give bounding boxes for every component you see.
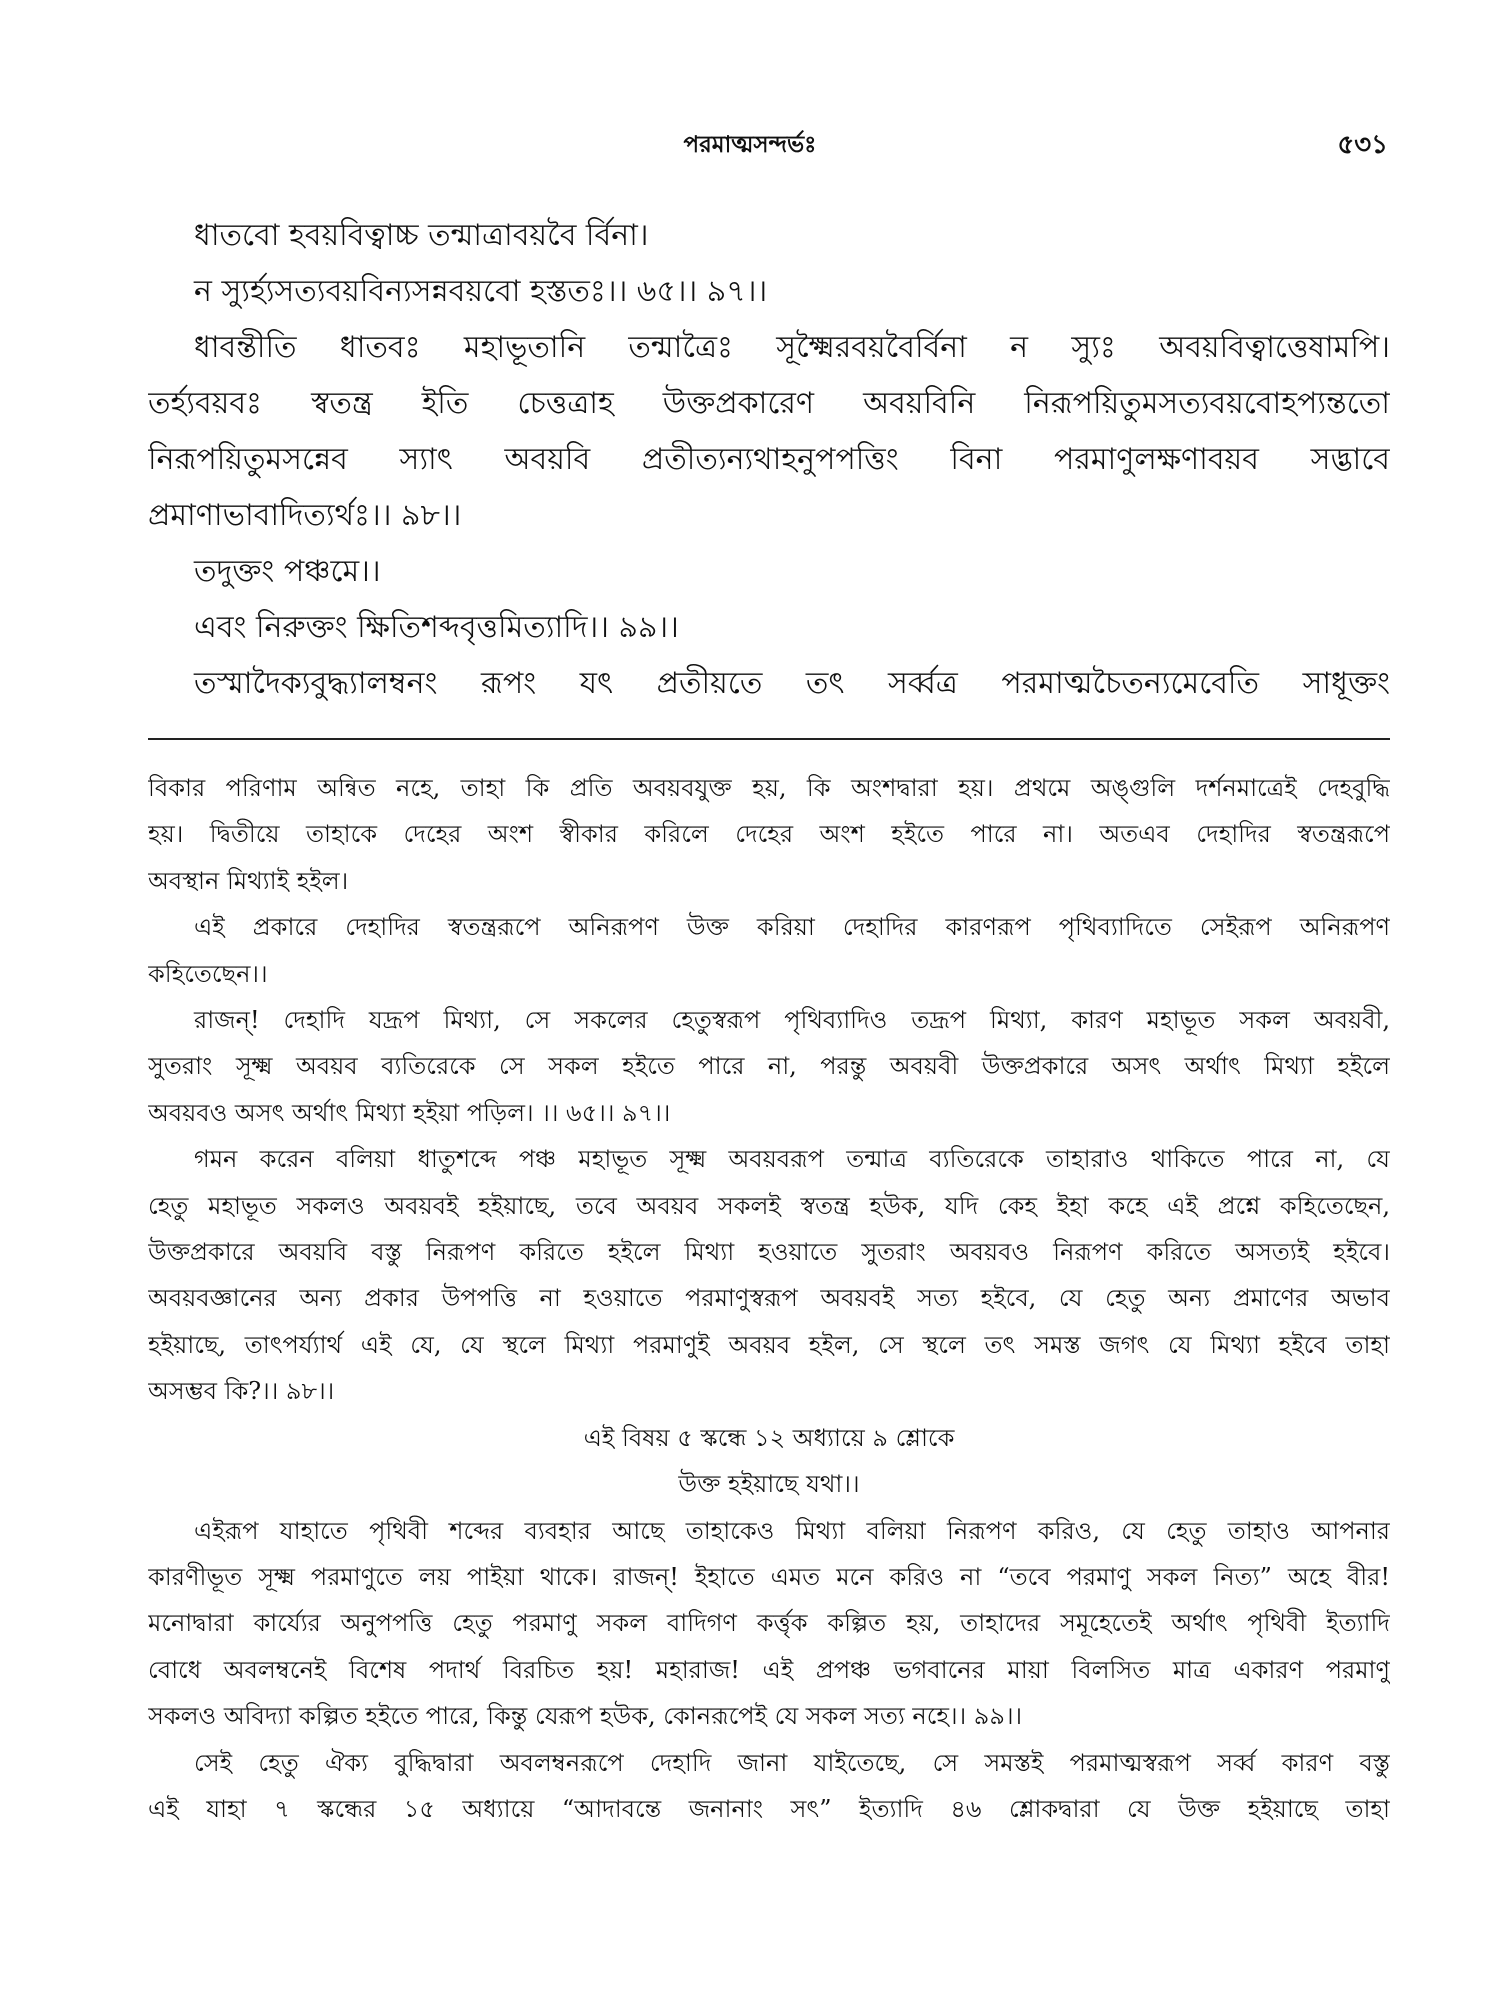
verse-line: প্রমাণাভাবাদিত্যর্থঃ।। ৯৮।। xyxy=(148,498,462,533)
verse-line: এবং নিরুক্তং ক্ষিতিশব্দবৃত্তমিত্যাদি।। ৯৯।। xyxy=(194,610,679,645)
running-header xyxy=(0,125,1500,165)
verse-line: ধাবন্তীতি ধাতবঃ মহাভূতানি তন্মাত্রৈঃ সূক্ষ্মৈরবয়বৈর্বিনা ন স্যুঃ অবয়বিত্বাত্তেষামপি। xyxy=(194,330,1390,365)
commentary-line: রাজন্! দেহাদি যদ্রূপ মিথ্যা, সে সকলের হেতুস্বরূপ পৃথিব্যাদিও তদ্রূপ মিথ্যা, কারণ মহাভূত সকল অবয়বী, xyxy=(194,1006,1390,1035)
commentary-line: অবস্থান মিথ্যাই হইল। xyxy=(148,866,349,895)
running-title: পরমাত্মসন্দর্ভঃ xyxy=(683,132,817,158)
sanskrit-verse-block xyxy=(148,208,1390,712)
section-divider xyxy=(148,738,1390,740)
commentary-line: হয়। দ্বিতীয়ে তাহাকে দেহের অংশ স্বীকার করিলে দেহের অংশ হইতে পারে না। অতএব দেহাদির স্বতন্ত্ররূপে xyxy=(148,820,1390,849)
centered-caption-line: এই বিষয় ৫ স্কন্ধে ১২ অধ্যায়ে ৯ শ্লোকে xyxy=(583,1423,955,1452)
commentary-line: অবয়বও অসৎ অর্থাৎ মিথ্যা হইয়া পড়িল। ।। ৬৫।। ৯৭।। xyxy=(148,1098,671,1127)
commentary-line: সকলও অবিদ্যা কল্পিত হইতে পারে, কিন্তু যেরূপ হউক, কোনরূপেই যে সকল সত্য নহে।। ৯৯।। xyxy=(148,1702,1023,1731)
commentary-line: হেতু মহাভূত সকলও অবয়বই হইয়াছে, তবে অবয়ব সকলই স্বতন্ত্র হউক, যদি কেহ ইহা কহে এই প্রশ্নে কহিতেছেন, xyxy=(148,1191,1390,1220)
commentary-line: অসম্ভব কি?।। ৯৮।। xyxy=(148,1377,335,1406)
commentary-line: এইরূপ যাহাতে পৃথিবী শব্দের ব্যবহার আছে তাহাকেও মিথ্যা বলিয়া নিরূপণ করিও, যে হেতু তাহাও আপনার xyxy=(194,1516,1390,1545)
commentary-line: এই যাহা ৭ স্কন্ধের ১৫ অধ্যায়ে “আদাবন্তে জনানাং সৎ” ইত্যাদি ৪৬ শ্লোকদ্বারা যে উক্ত হইয়াছে তাহা xyxy=(148,1794,1390,1823)
bengali-commentary-block xyxy=(148,765,1390,1832)
commentary-line: সুতরাং সূক্ষ্ম অবয়ব ব্যতিরেকে সে সকল হইতে পারে না, পরন্তু অবয়বী উক্তপ্রকারে অসৎ অর্থাৎ মিথ্যা হইলে xyxy=(148,1052,1390,1081)
verse-line: তস্মাদৈক্যবুদ্ধ্যালম্বনং রূপং যৎ প্রতীয়তে তৎ সর্ব্বত্র পরমাত্মচৈতন্যমেবেতি সাধূক্তং xyxy=(194,666,1390,701)
verse-line: ধাতবো হবয়বিত্বাচ্চ তন্মাত্রাবয়বৈ র্বিনা। xyxy=(194,218,649,253)
verse-line: ন স্যুর্হ্যসত্যবয়বিন্যসন্নবয়বো হস্ততঃ।। ৬৫।। ৯৭।। xyxy=(194,274,768,309)
commentary-line: মনোদ্বারা কার্য্যের অনুপপত্তি হেতু পরমাণু সকল বাদিগণ কর্ত্তৃক কল্পিত হয়, তাহাদের সমূহেতেই অর্থাৎ পৃথিবী ইত্যাদি xyxy=(148,1609,1390,1638)
verse-line: নিরূপয়িতুমসন্নেব স্যাৎ অবয়বি প্রতীত্যন্যথাহনুপপত্তিং বিনা পরমাণুলক্ষণাবয়ব সদ্ভাবে xyxy=(148,442,1390,477)
commentary-line: এই প্রকারে দেহাদির স্বতন্ত্ররূপে অনিরূপণ উক্ত করিয়া দেহাদির কারণরূপ পৃথিব্যাদিতে সেইরূপ অনিরূপণ xyxy=(194,913,1390,942)
verse-line: তর্হ্যবয়বঃ স্বতন্ত্র ইতি চেত্তত্রাহ উক্তপ্রকারেণ অবয়বিনি নিরূপয়িতুমসত্যবয়বোহপ্যন্ততো xyxy=(148,386,1390,421)
centered-caption-line: উক্ত হইয়াছে যথা।। xyxy=(678,1470,860,1499)
commentary-line: গমন করেন বলিয়া ধাতুশব্দে পঞ্চ মহাভূত সূক্ষ্ম অবয়বরূপ তন্মাত্র ব্যতিরেকে তাহারাও থাকিতে পারে না, যে xyxy=(194,1145,1390,1174)
commentary-line: সেই হেতু ঐক্য বুদ্ধিদ্বারা অবলম্বনরূপে দেহাদি জানা যাইতেছে, সে সমস্তই পরমাত্মস্বরূপ সর্ব্ব কারণ বস্তু xyxy=(194,1748,1390,1777)
page-number: ৫৩১ xyxy=(1337,130,1388,160)
commentary-line: অবয়বজ্ঞানের অন্য প্রকার উপপত্তি না হওয়াতে পরমাণুস্বরূপ অবয়বই সত্য হইবে, যে হেতু অন্য প্রমাণের অভাব xyxy=(148,1284,1390,1313)
commentary-line: বিকার পরিণাম অন্বিত নহে, তাহা কি প্রতি অবয়বযুক্ত হয়, কি অংশদ্বারা হয়। প্রথমে অঙ্গুলি দর্শনমাত্রেই দেহবুদ্ধি xyxy=(148,774,1390,802)
commentary-line: কারণীভূত সূক্ষ্ম পরমাণুতে লয় পাইয়া থাকে। রাজন্! ইহাতে এমত মনে করিও না “তবে পরমাণু সকল নিত্য” অহে বীর! xyxy=(148,1562,1390,1591)
verse-line: তদুক্তং পঞ্চমে।। xyxy=(194,554,381,589)
commentary-line: উক্তপ্রকারে অবয়বি বস্তু নিরূপণ করিতে হইলে মিথ্যা হওয়াতে সুতরাং অবয়বও নিরূপণ করিতে অসত্যই হইবে। xyxy=(148,1238,1390,1267)
commentary-line: হইয়াছে, তাৎপর্য্যার্থ এই যে, যে স্থলে মিথ্যা পরমাণুই অবয়ব হইল, সে স্থলে তৎ সমস্ত জগৎ যে মিথ্যা হইবে তাহা xyxy=(148,1330,1390,1359)
commentary-line: বোধে অবলম্বনেই বিশেষ পদার্থ বিরচিত হয়! মহারাজ! এই প্রপঞ্চ ভগবানের মায়া বিলসিত মাত্র একারণ পরমাণু xyxy=(148,1655,1390,1684)
commentary-line: কহিতেছেন।। xyxy=(148,959,268,988)
